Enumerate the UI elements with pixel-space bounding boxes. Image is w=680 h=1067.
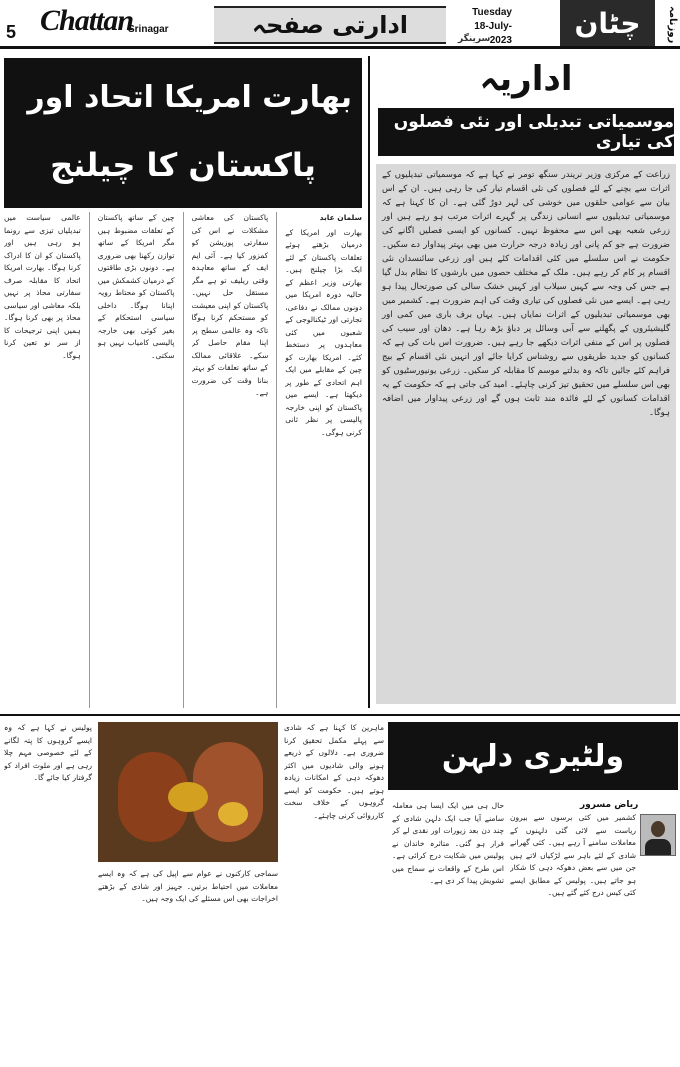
- oped-col-1: [285, 212, 362, 708]
- date-label: 18-July-2023: [474, 21, 512, 46]
- feature-col-5: پولیس نے کہا ہے کہ وہ ایسے گروہوں کا پتہ لگانے کے لئے خصوصی مہم چلا رہی ہے اور ملوث افراد کو گرفتار کیا جائے گا۔: [4, 723, 92, 782]
- section-title: ادارتی صفحہ: [214, 6, 446, 44]
- col-rule: [89, 212, 90, 708]
- section-rule: [0, 714, 680, 716]
- city-label: Srinagar: [128, 24, 169, 35]
- editorial-headline: موسمیاتی تبدیلی اور نئی فصلوں کی تیاری: [378, 108, 674, 156]
- editorial-body: [376, 164, 676, 704]
- oped-columns: [4, 212, 362, 708]
- masthead: [0, 0, 680, 52]
- masthead-rule: [0, 46, 680, 49]
- newspaper-logo: چٹان: [560, 0, 655, 46]
- daily-label: روزنامہ: [667, 6, 678, 44]
- oped-headline-line2: پاکستان کا چیلنج: [50, 146, 316, 184]
- author-photo: [640, 814, 676, 856]
- editorial-label: اداریہ: [479, 59, 573, 99]
- column-divider: [368, 56, 370, 708]
- oped-headline-box: [4, 58, 362, 208]
- oped-byline: سلمان عابد: [319, 213, 362, 222]
- feature-col-3: ماہرین کا کہنا ہے کہ شادی سے پہلے مکمل تحقیق کرنا ضروری ہے۔ دلالوں کے ذریعے ہونے والی شادیوں میں اکثر دھوکہ دہی کے امکانات زیادہ ہوتے ہیں۔ حکومت کو ایسے گروہوں کے خلاف سخت کارروائی کرنی چاہئے۔: [284, 723, 384, 820]
- oped-headline-line1: بھارت امریکا اتحاد اور: [27, 80, 352, 115]
- oped-col-2: پاکستان کی معاشی مشکلات نے اس کی سفارتی پوزیشن کو کمزور کیا ہے۔ آئی ایم ایف کے ساتھ معاہدہ وقتی ریلیف تو ہے مگر مستقل حل نہیں۔ پاکستان کو اپنی معیشت کو مستحکم کرنا ہوگا تاکہ وہ عالمی سطح پر اپنا مقام حاصل کر سکے۔ علاقائی ممالک کے ساتھ تعلقات کو بہتر بنانا وقت کی ضرورت ہے۔: [191, 213, 269, 397]
- feature-col-1: کشمیر میں کئی برسوں سے بیرون ریاست سے لائی گئی دلہنوں کے معاملات سامنے آ رہے ہیں۔ کئی گھرانے شادی کے لئے باہر سے لڑکیاں لاتے ہیں جن میں سے بعض دھوکہ دہی کا شکار ہو جاتے ہیں۔ پولیس کے مطابق ایسے کئی کیس درج کئے گئے ہیں۔: [510, 813, 636, 897]
- oped-col-4: عالمی سیاست میں تبدیلیاں تیزی سے رونما ہو رہی ہیں اور پاکستان کو ان کا ادراک کرنا ہوگا۔ بھارت امریکا اتحاد کا مقابلہ صرف سفارتی محاذ پر نہیں بلکہ معاشی اور سیاسی محاذ پر بھی کرنا ہوگا۔ ہمیں اپنی ترجیحات کا از سر نو تعین کرنا ہوگا۔: [4, 213, 81, 360]
- feature-headline: ولٹیری دلہن: [388, 722, 678, 790]
- col-rule: [183, 212, 184, 708]
- col-rule: [276, 212, 277, 708]
- edition-label: سرینگر: [458, 34, 491, 44]
- page-number: 5: [6, 22, 17, 42]
- bride-hands-photo: [98, 722, 278, 862]
- feature-col-2: حال ہی میں ایک ایسا ہی معاملہ سامنے آیا جب ایک دلہن شادی کے چند دن بعد زیورات اور نقدی لے کر فرار ہو گئی۔ متاثرہ خاندان نے پولیس میں شکایت درج کرائی ہے۔ اس طرح کے واقعات نے سماج میں تشویش پیدا کر دی ہے۔: [392, 801, 504, 885]
- editorial-text: زراعت کے مرکزی وزیر نریندر سنگھ تومر نے کہا ہے کہ موسمیاتی تبدیلیوں کے اثرات سے بچنے کے لئے فصلوں کی نئی اقسام تیار کی جا رہی ہیں۔ ان کے اس بیان سے عوامی حلقوں میں خوشی کی لہر دوڑ گئی ہے۔ ان کا کہنا ہے کہ موسمیاتی تبدیلیوں سے انسانی زندگی پر گہرے اثرات مرتب ہو رہے ہیں اور زرعی شعبہ بھی اس سے محفوظ نہیں۔ کسانوں کو ایسی فصلیں اگانے کی ضرورت ہے جو کم پانی اور زیادہ درجہ حرارت میں بھی بہتر پیداوار دے سکیں۔ حکومت نے اس سلسلے میں کئی اقدامات کئے ہیں اور زرعی سائنسدان نئی اقسام پر کام کر رہے ہیں۔ ملک کے مختلف حصوں میں بارشوں کا نظام بدل گیا ہے جس کی وجہ سے کہیں سیلاب اور کہیں خشک سالی کی صورتحال پیدا ہو رہی ہے۔ ایسے میں نئی فصلوں کی تیاری وقت کی اہم ضرورت ہے۔ کشمیر میں بھی موسمیاتی تبدیلیوں کے اثرات نمایاں ہیں۔ یہاں برف باری میں کمی اور گلیشیئروں کے پگھلنے سے آبی وسائل پر دباؤ بڑھ رہا ہے۔ دھان اور سیب کی فصلوں پر اس کے منفی اثرات دیکھے جا رہے ہیں۔ ضرورت اس بات کی ہے کہ کسانوں کو جدید طریقوں سے روشناس کرایا جائے اور انہیں نئی اقسام کے بیج فراہم کئے جائیں تاکہ وہ بدلتے موسم کا مقابلہ کر سکیں۔ زرعی یونیورسٹیوں کو بھی اس سلسلے میں تحقیق تیز کرنی چاہئے۔ امید کی جاتی ہے کہ حکومت کے یہ اقدامات کسانوں کے لئے فائدہ مند ثابت ہوں گے اور زرعی پیداوار میں اضافہ ہوگا۔: [382, 170, 670, 418]
- feature-col-4: سماجی کارکنوں نے عوام سے اپیل کی ہے کہ وہ ایسے معاملات میں احتیاط برتیں۔ جہیز اور شادی کے بڑھتے اخراجات بھی اس مسئلے کی ایک وجہ ہیں۔: [98, 869, 278, 903]
- feature-byline: ریاض مسرور: [580, 800, 639, 810]
- oped-col-1-text: بھارت اور امریکا کے درمیان بڑھتے ہوئے تعلقات پاکستان کے لئے ایک بڑا چیلنج ہیں۔ بھارتی وزیر اعظم کے حالیہ دورہ امریکا میں دونوں ممالک نے دفاعی، تجارتی اور ٹیکنالوجی کے شعبوں میں کئی معاہدوں پر دستخط کئے۔ امریکا بھارت کو چین کے مقابلے میں ایک اہم اتحادی کے طور پر دیکھتا ہے۔ ایسے میں پاکستان کو اپنی خارجہ پالیسی پر نظر ثانی کرنی ہوگی۔: [285, 227, 362, 437]
- day-label: Tuesday: [472, 7, 512, 18]
- oped-col-3: چین کے ساتھ پاکستان کے تعلقات مضبوط ہیں مگر امریکا کے ساتھ توازن رکھنا بھی ضروری ہے۔ دونوں بڑی طاقتوں کے درمیان کشمکش میں پاکستان کو محتاط رویہ اپنانا ہوگا۔ داخلی سیاسی استحکام کے بغیر کوئی بھی خارجہ پالیسی کامیاب نہیں ہو سکتی۔: [97, 213, 175, 360]
- brand-name: Chattan: [40, 4, 134, 37]
